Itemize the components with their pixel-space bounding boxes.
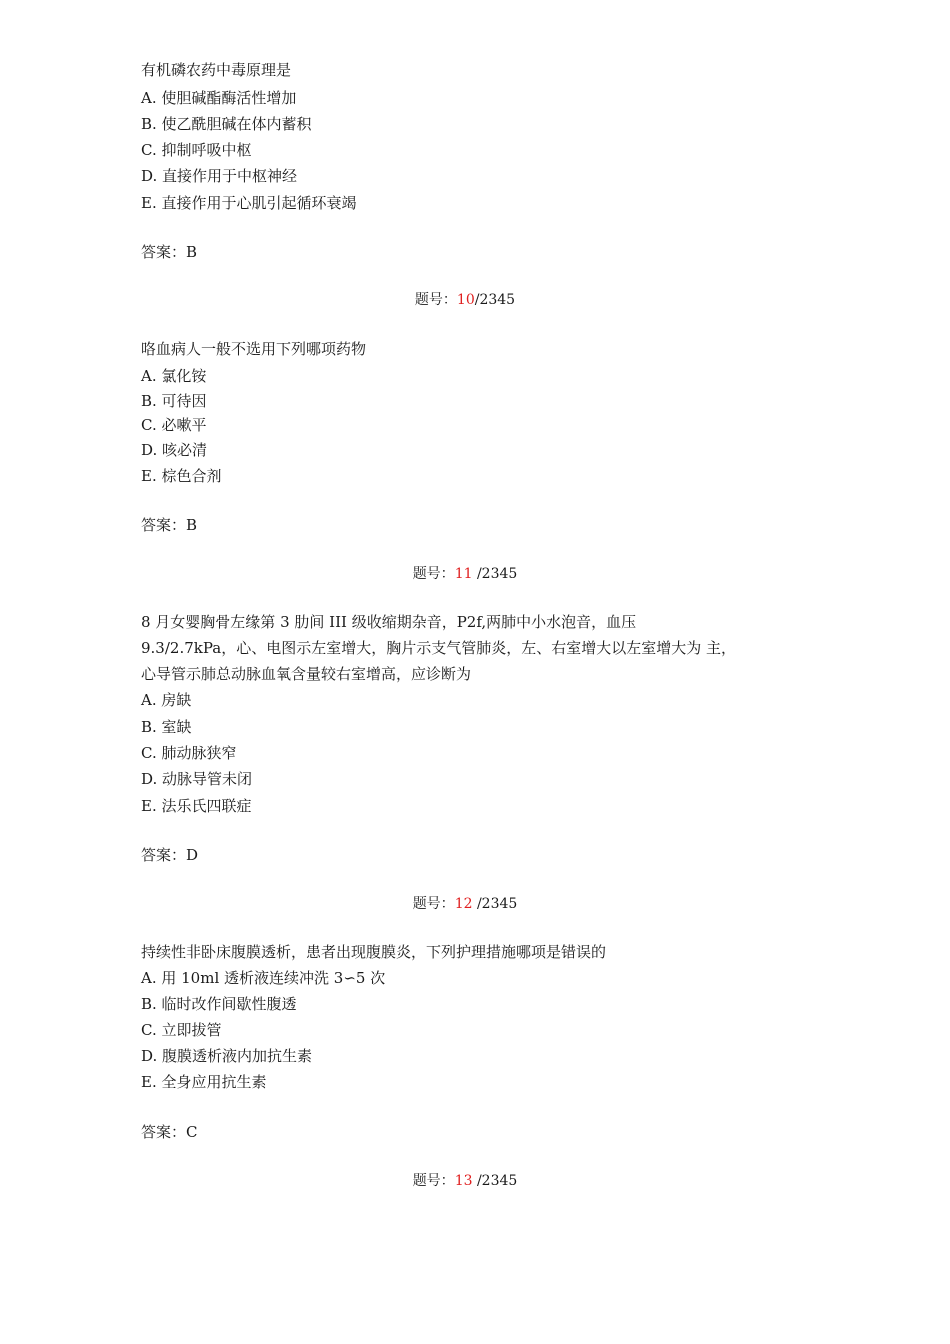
question-number-label: 题号：	[412, 1173, 455, 1189]
option-b: B. 使乙酰胆碱在体内蓄积	[141, 115, 312, 133]
question-text: 咯血病人一般不选用下列哪项药物	[141, 340, 367, 358]
answer-text: 答案：B	[141, 516, 198, 534]
option-b: B. 室缺	[141, 718, 192, 736]
question-number-label: 题号：	[412, 566, 455, 582]
option-a: A. 用 10ml 透析液连续冲洗 3∽5 次	[141, 969, 386, 987]
question-number	[0, 290, 930, 310]
option-d: D. 直接作用于中枢神经	[141, 167, 298, 185]
question-number-value: 13	[454, 1173, 473, 1189]
option-c: C. 抑制呼吸中枢	[141, 141, 252, 159]
question-number-total: /2345	[474, 292, 516, 308]
option-b: B. 可待因	[141, 392, 207, 410]
question-number-value: 10	[456, 292, 475, 308]
option-c: C. 立即拔管	[141, 1021, 222, 1039]
question-number-label: 题号：	[414, 292, 457, 308]
option-b: B. 临时改作间歇性腹透	[141, 995, 297, 1013]
question-number-value: 12	[454, 896, 473, 912]
question-text: 有机磷农药中毒原理是	[141, 61, 292, 79]
option-e: E. 法乐氏四联症	[141, 797, 252, 815]
question-number-value: 11	[454, 566, 473, 582]
option-a: A. 房缺	[141, 691, 192, 709]
option-a: A. 使胆碱酯酶活性增加	[141, 89, 297, 107]
option-c: C. 必嗽平	[141, 416, 207, 434]
question-number-total: /2345	[472, 896, 518, 912]
answer-text: 答案：B	[141, 243, 198, 261]
question-text: 持续性非卧床腹膜透析，患者出现腹膜炎，下列护理措施哪项是错误的	[141, 943, 607, 961]
option-a: A. 氯化铵	[141, 367, 207, 385]
question-number	[0, 1171, 930, 1191]
answer-text: 答案：D	[141, 846, 199, 864]
question-number	[0, 564, 930, 584]
option-d: D. 动脉导管未闭	[141, 770, 253, 788]
question-text-line-2: 9.3/2.7kPa，心、电图示左室增大，胸片示支气管肺炎，左、右室增大以左室增大为 主，	[141, 639, 736, 657]
option-e: E. 直接作用于心肌引起循环衰竭	[141, 194, 357, 212]
answer-text: 答案：C	[141, 1123, 198, 1141]
option-e: E. 全身应用抗生素	[141, 1073, 267, 1091]
question-number-total: /2345	[472, 566, 518, 582]
option-d: D. 咳必清	[141, 441, 208, 459]
question-text-line-3: 心导管示肺总动脉血氧含量较右室增高，应诊断为	[141, 665, 472, 683]
option-c: C. 肺动脉狭窄	[141, 744, 237, 762]
question-number-label: 题号：	[412, 896, 455, 912]
option-d: D. 腹膜透析液内加抗生素	[141, 1047, 313, 1065]
question-number-total: /2345	[472, 1173, 518, 1189]
question-number	[0, 894, 930, 914]
option-e: E. 棕色合剂	[141, 467, 222, 485]
question-text-line-1: 8 月女婴胸骨左缘第 3 肋间 III 级收缩期杂音，P2f,两肺中小水泡音，血压	[141, 613, 637, 631]
